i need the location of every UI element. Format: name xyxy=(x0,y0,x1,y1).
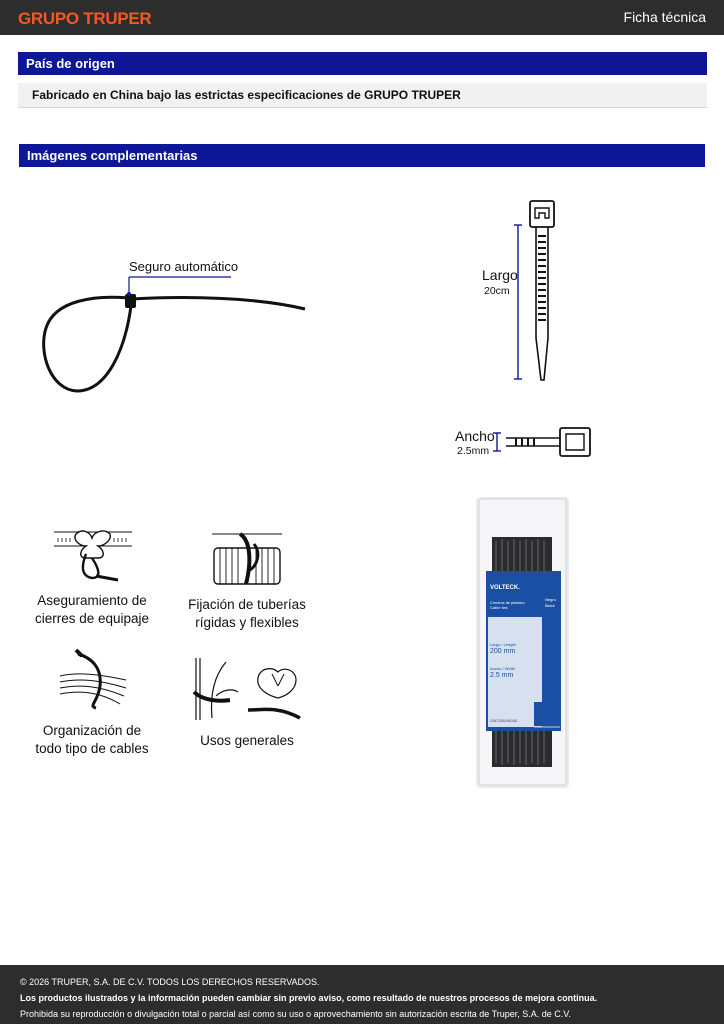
package-product-en: Cable ties xyxy=(490,605,508,610)
truper-logo: GRUPO TRUPER xyxy=(18,9,152,28)
document-title: Ficha técnica xyxy=(623,9,706,25)
pipe-fixing-icon xyxy=(210,530,284,588)
package-length-caption: Largo / Length xyxy=(490,642,516,647)
use-luggage-line2: cierres de equipaje xyxy=(34,611,150,626)
use-luggage-caption xyxy=(28,592,156,628)
cable-organization-icon xyxy=(58,648,128,710)
use-pipes-caption xyxy=(178,596,316,632)
top-bar xyxy=(0,0,724,35)
package-code: CINT-200-NX100 xyxy=(490,719,517,723)
use-luggage-line1: Aseguramiento de xyxy=(37,593,147,608)
width-label: Ancho xyxy=(455,428,495,444)
cable-tie-length-illustration xyxy=(508,198,568,384)
length-value: 20cm xyxy=(484,285,510,297)
footer-notice: Los productos ilustrados y la información pueden cambiar sin previo aviso, como resultado de nuestros procesos de mejora continua. xyxy=(20,993,598,1003)
lock-label: Seguro automático xyxy=(129,259,239,274)
origin-text: Fabricado en China bajo las estrictas especificaciones de GRUPO TRUPER xyxy=(18,83,707,108)
footer xyxy=(0,965,724,1024)
use-general-line1: Usos generales xyxy=(200,733,294,748)
package-width-value: 2.5 mm xyxy=(490,672,514,679)
package-color-es: Negro xyxy=(545,597,556,602)
product-package-photo xyxy=(476,497,569,788)
footer-copyright: © 2026 TRUPER, S.A. DE C.V. TODOS LOS DERECHOS RESERVADOS. xyxy=(20,977,320,987)
package-width-caption: Ancho / Width xyxy=(490,666,515,671)
general-uses-icon xyxy=(192,656,304,722)
images-heading-text: Imágenes complementarias xyxy=(27,148,198,163)
use-pipes-line2: rígidas y flexibles xyxy=(195,615,299,630)
use-cables-caption xyxy=(28,722,156,758)
package-product: Cinchos de plástico xyxy=(490,600,525,605)
use-general-caption xyxy=(180,732,314,750)
package-brand: VOLTECK. xyxy=(490,585,520,591)
use-cables-line2: todo tipo de cables xyxy=(35,741,149,756)
package-color-en: Black xyxy=(545,603,555,608)
width-value: 2.5mm xyxy=(457,445,490,457)
origin-heading xyxy=(18,52,707,75)
package-length-value: 200 mm xyxy=(490,648,516,655)
cable-tie-width-illustration xyxy=(490,424,594,460)
luggage-zipper-icon xyxy=(52,528,134,586)
footer-prohibition: Prohibida su reproducción o divulgación total o parcial así como su uso o aprovechamiento sin autorización escrita de Truper, S.A. de C.V. xyxy=(20,1009,571,1019)
use-cables-line1: Organización de xyxy=(42,723,142,738)
use-pipes-line1: Fijación de tuberías xyxy=(188,597,306,612)
length-label: Largo xyxy=(482,267,518,283)
images-heading xyxy=(19,144,705,167)
origin-heading-text: País de origen xyxy=(26,56,115,71)
